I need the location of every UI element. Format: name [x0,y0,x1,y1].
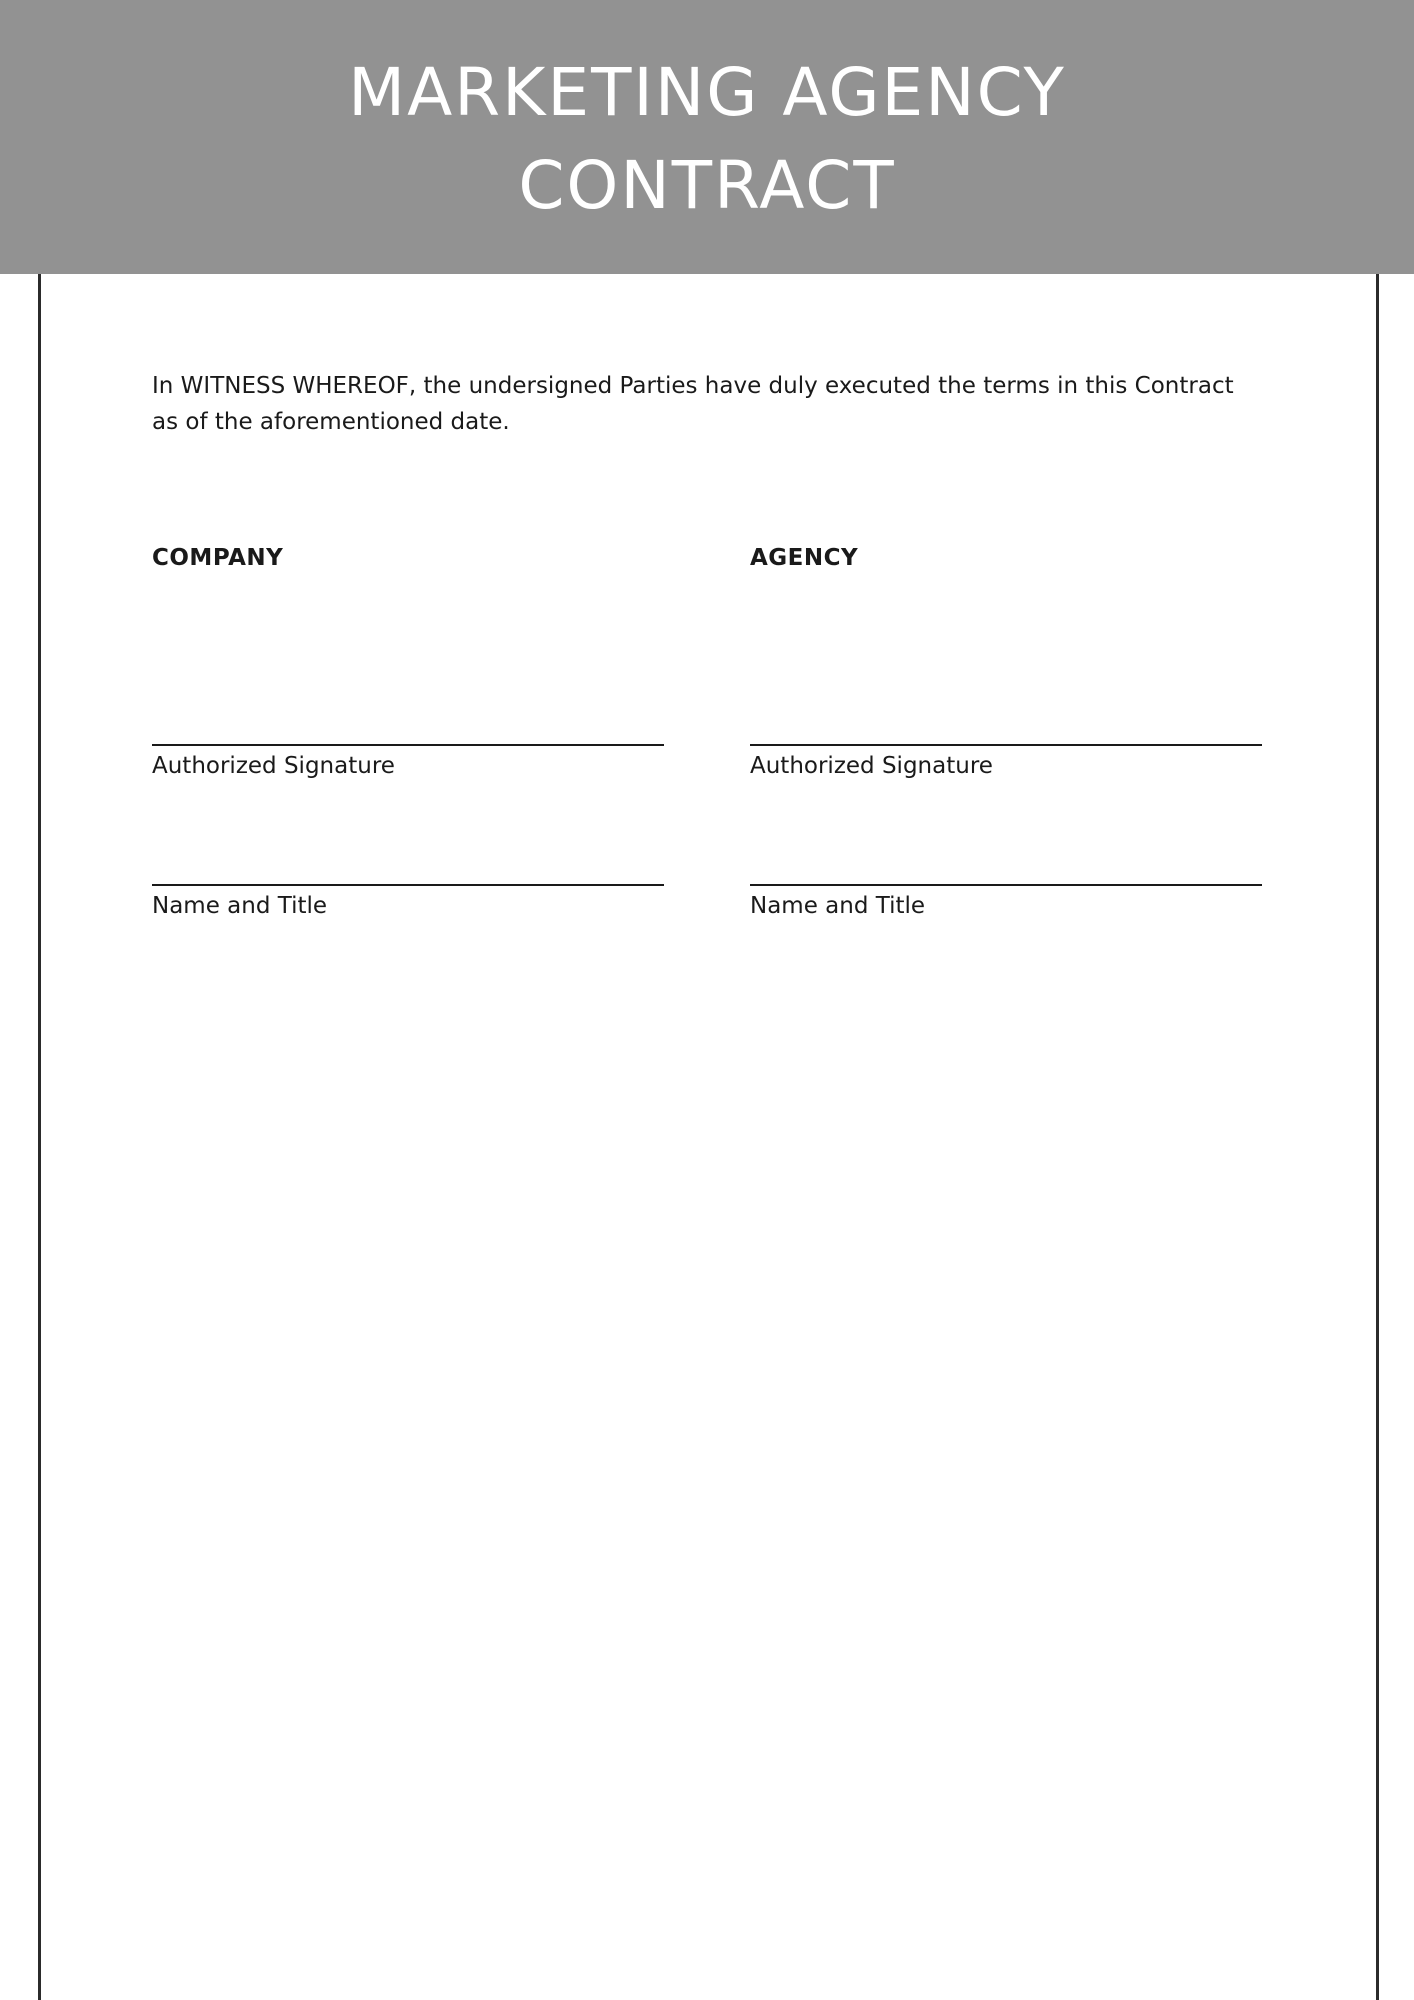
company-heading: COMPANY [152,545,284,571]
witness-clause: In WITNESS WHEREOF, the undersigned Parties have duly executed the terms in this Contract as of the aforementioned date. [152,373,1234,435]
agency-name-title-line [750,884,1262,886]
agency-signature-caption: Authorized Signature [750,753,993,779]
agency-heading: AGENCY [750,545,859,571]
agency-signature-line [750,744,1262,746]
page-border-right [1376,274,1379,2000]
document-title-line-2: CONTRACT [518,147,896,224]
company-signature-caption: Authorized Signature [152,753,395,779]
company-name-title-line [152,884,664,886]
company-name-title-caption: Name and Title [152,893,328,919]
page-border-left [38,274,41,2000]
company-signature-line [152,744,664,746]
document-title-line-1: MARKETING AGENCY [348,54,1066,131]
agency-name-title-caption: Name and Title [750,893,926,919]
header-band [0,0,1414,274]
